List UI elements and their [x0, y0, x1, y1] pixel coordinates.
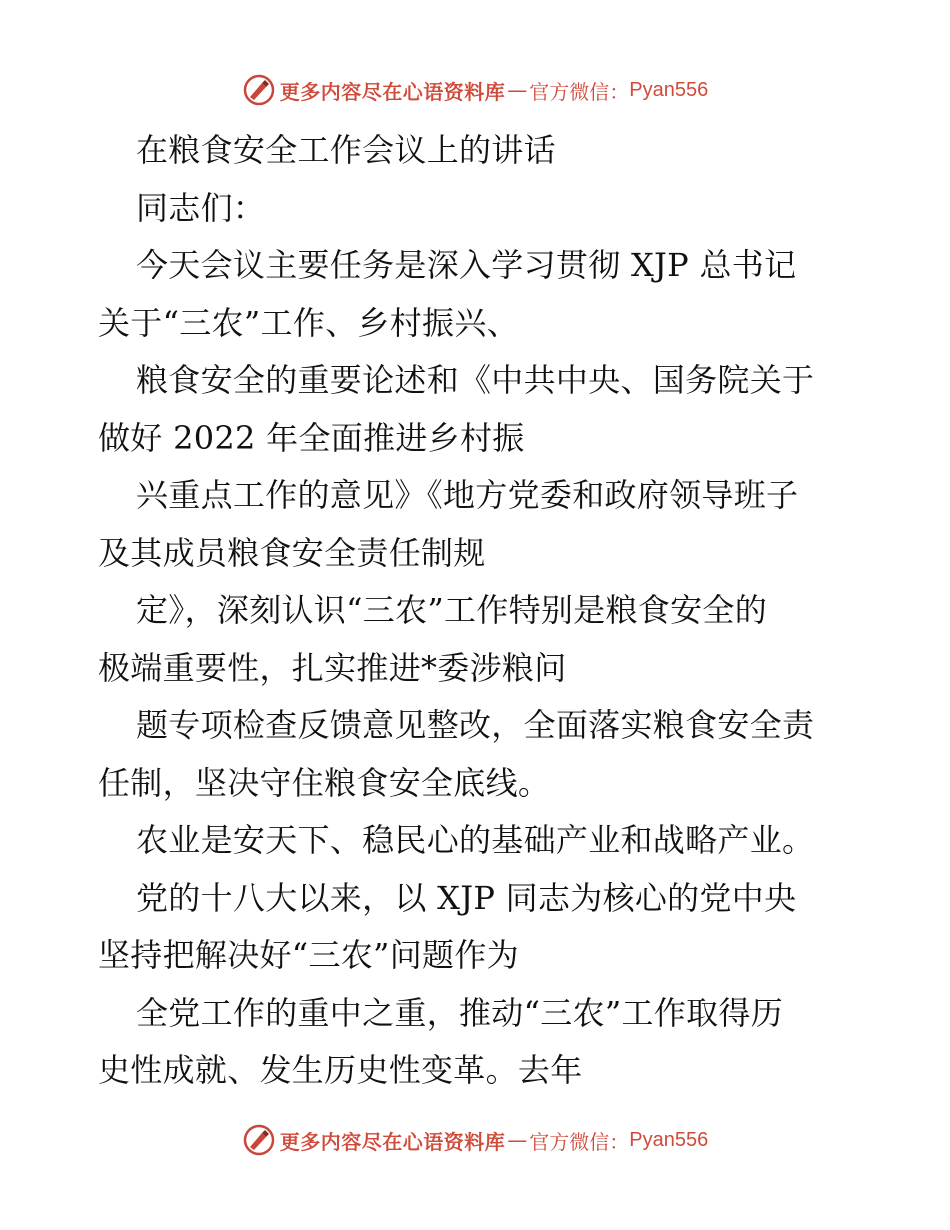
text-line: 今天会议主要任务是深入学习贯彻 XJP 总书记	[136, 246, 797, 284]
text-line: 关于“三农”工作、乡村振兴、	[98, 303, 519, 342]
footer-banner	[0, 1120, 950, 1160]
banner-wechat-label: 官方微信：	[529, 1129, 630, 1154]
document-body	[98, 122, 858, 1100]
banner-slogan: 更多内容尽在心语资料库	[279, 79, 506, 104]
banner-dash: —	[507, 78, 528, 102]
document-title: 在粮食安全工作会议上的讲话	[136, 131, 556, 169]
pen-logo-icon	[242, 73, 276, 107]
text-line: 全党工作的重中之重，推动“三农”工作取得历	[136, 993, 784, 1032]
salutation: 同志们：	[136, 188, 266, 227]
text-line: 党的十八大以来，以 XJP 同志为核心的党中央	[136, 878, 797, 917]
text-line: 题专项检查反馈意见整改，全面落实粮食安全责	[136, 706, 815, 744]
header-banner	[0, 70, 950, 110]
banner-wechat-id: Pyan556	[629, 1128, 709, 1151]
banner-slogan: 更多内容尽在心语资料库	[279, 1129, 506, 1154]
text-line: 农业是安天下、稳民心的基础产业和战略产业。	[136, 821, 815, 859]
pen-logo-icon	[242, 1123, 276, 1157]
text-line: 史性成就、发生历史性变革。去年	[98, 1051, 583, 1089]
banner-wechat-id: Pyan556	[629, 78, 709, 101]
text-line: 定》，深刻认识“三农”工作特别是粮食安全的	[136, 591, 768, 629]
banner-wechat-label: 官方微信：	[529, 79, 630, 104]
text-line: 兴重点工作的意见》《地方党委和政府领导班子	[136, 476, 799, 514]
text-line: 做好 2022 年全面推进乡村振	[98, 418, 525, 457]
text-line: 极端重要性，扎实推进*委涉粮问	[98, 648, 567, 687]
text-line: 坚持把解决好“三农”问题作为	[98, 936, 519, 974]
text-line: 任制，坚决守住粮食安全底线。	[98, 763, 551, 802]
text-line: 粮食安全的重要论述和《中共中央、国务院关于	[136, 361, 815, 399]
text-line: 及其成员粮食安全责任制规	[98, 533, 486, 572]
banner-dash: —	[507, 1128, 528, 1152]
